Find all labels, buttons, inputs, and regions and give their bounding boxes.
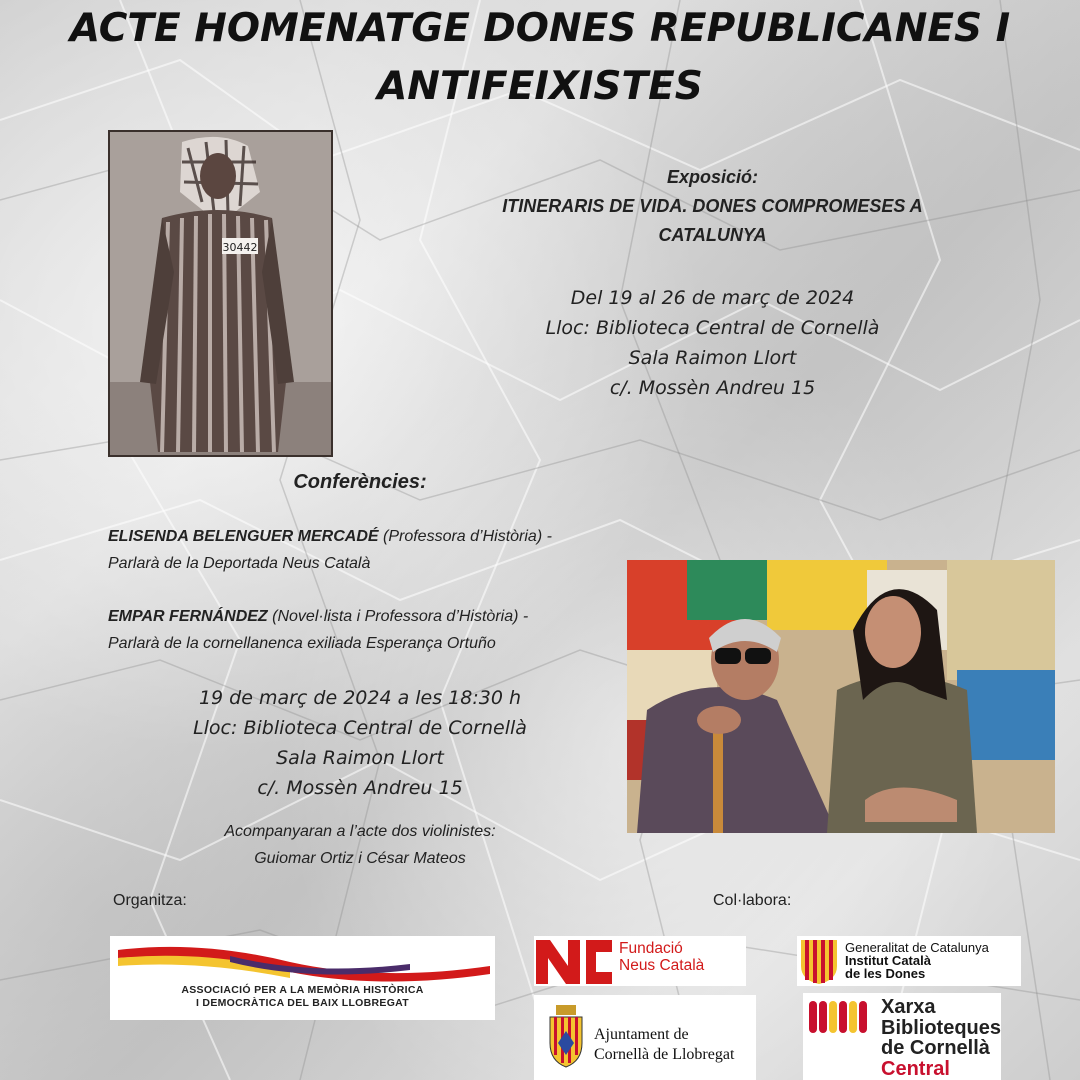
speaker-name: EMPAR FERNÁNDEZ <box>108 608 268 625</box>
conference-address: c/. Mossèn Andreu 15 <box>257 777 463 799</box>
speaker-role: (Novel·lista i Professora d’Història) - <box>267 608 529 625</box>
xbc-line-2: Biblioteques <box>881 1016 1001 1039</box>
conference-place: Lloc: Biblioteca Central de Cornellà <box>193 717 527 739</box>
xarxa-biblioteques-logo <box>803 993 1001 1080</box>
fnc-line-2: Neus Català <box>619 957 705 974</box>
violinists-line-2: Guiomar Ortiz i César Mateos <box>254 850 466 867</box>
nc-mark-icon <box>534 936 614 986</box>
amh-line-1: ASSOCIACIÓ PER A LA MEMÒRIA HISTÒRICA <box>181 984 424 996</box>
generalitat-institut-catala-dones-logo <box>797 936 1021 986</box>
exhibition-address: c/. Mossèn Andreu 15 <box>609 377 816 399</box>
exhibition-place: Lloc: Biblioteca Central de Cornellà <box>545 317 880 339</box>
exhibition-dates: Del 19 al 26 de març de 2024 <box>570 287 855 309</box>
conferences-heading: Conferències: <box>293 471 427 493</box>
title-line-2: ANTIFEIXISTES <box>377 64 703 109</box>
speaker-topic: Parlarà de la Deportada Neus Català <box>108 555 371 572</box>
exhibition-title-line-1: ITINERARIS DE VIDA. DONES COMPROMESES A <box>502 196 923 216</box>
violinists-line-1: Acompanyaran a l’acte dos violinistes: <box>224 823 496 840</box>
speaker-item <box>108 603 628 657</box>
prisoner-badge: 30442 <box>222 241 258 254</box>
speaker-item <box>108 523 628 577</box>
conference-room: Sala Raimon Llort <box>276 747 444 769</box>
exhibition-info <box>430 283 995 403</box>
senyera-shield-icon <box>797 936 841 986</box>
gc-line-1: Generalitat de Catalunya <box>845 940 989 955</box>
conference-date: 19 de març de 2024 a les 18:30 h <box>198 687 522 709</box>
exhibition-heading: Exposició: <box>666 167 759 187</box>
organizer-label: Organitza: <box>113 892 187 909</box>
exhibition-room: Sala Raimon Llort <box>628 347 797 369</box>
amh-line-2: I DEMOCRÀTICA DEL BAIX LLOBREGAT <box>196 997 409 1009</box>
two-women-photo <box>627 560 1055 833</box>
speaker-topic: Parlarà de la cornellanenca exiliada Esperança Ortuño <box>108 635 496 652</box>
fundacio-neus-catala-logo <box>534 936 746 986</box>
title-line-1: ACTE HOMENATGE DONES REPUBLICANES I <box>69 6 1011 51</box>
ajt-line-2: Cornellà de Llobregat <box>594 1046 735 1063</box>
gc-line-2: Institut Català <box>845 953 931 968</box>
speaker-role: (Professora d’Història) - <box>378 528 552 545</box>
gc-text <box>845 941 989 980</box>
exhibition-title-line-2: CATALUNYA <box>658 225 767 245</box>
xbc-text <box>881 997 1001 1079</box>
conference-info <box>130 683 590 803</box>
ajuntament-cornella-logo <box>534 995 756 1080</box>
xbc-line-3: de Cornellà <box>881 1037 990 1059</box>
speaker-name: ELISENDA BELENGUER MERCADÉ <box>108 528 379 545</box>
xbc-line-1: Xarxa <box>881 996 936 1018</box>
gc-line-3: de les Dones <box>845 966 926 981</box>
collaborator-label: Col·labora: <box>713 892 792 909</box>
xbc-line-4: Central <box>881 1057 950 1080</box>
ajt-text <box>594 1025 734 1065</box>
fnc-text <box>619 940 704 974</box>
historic-portrait-photo <box>108 130 333 457</box>
amh-baix-llobregat-logo <box>110 936 495 1020</box>
books-icon <box>807 997 875 1037</box>
city-coat-of-arms-icon <box>544 1003 588 1073</box>
main-title <box>40 0 1040 116</box>
ajt-line-1: Ajuntament de <box>594 1026 689 1043</box>
violinists-note <box>130 818 590 872</box>
exhibition-title <box>430 192 995 250</box>
fnc-line-1: Fundació <box>619 940 683 957</box>
